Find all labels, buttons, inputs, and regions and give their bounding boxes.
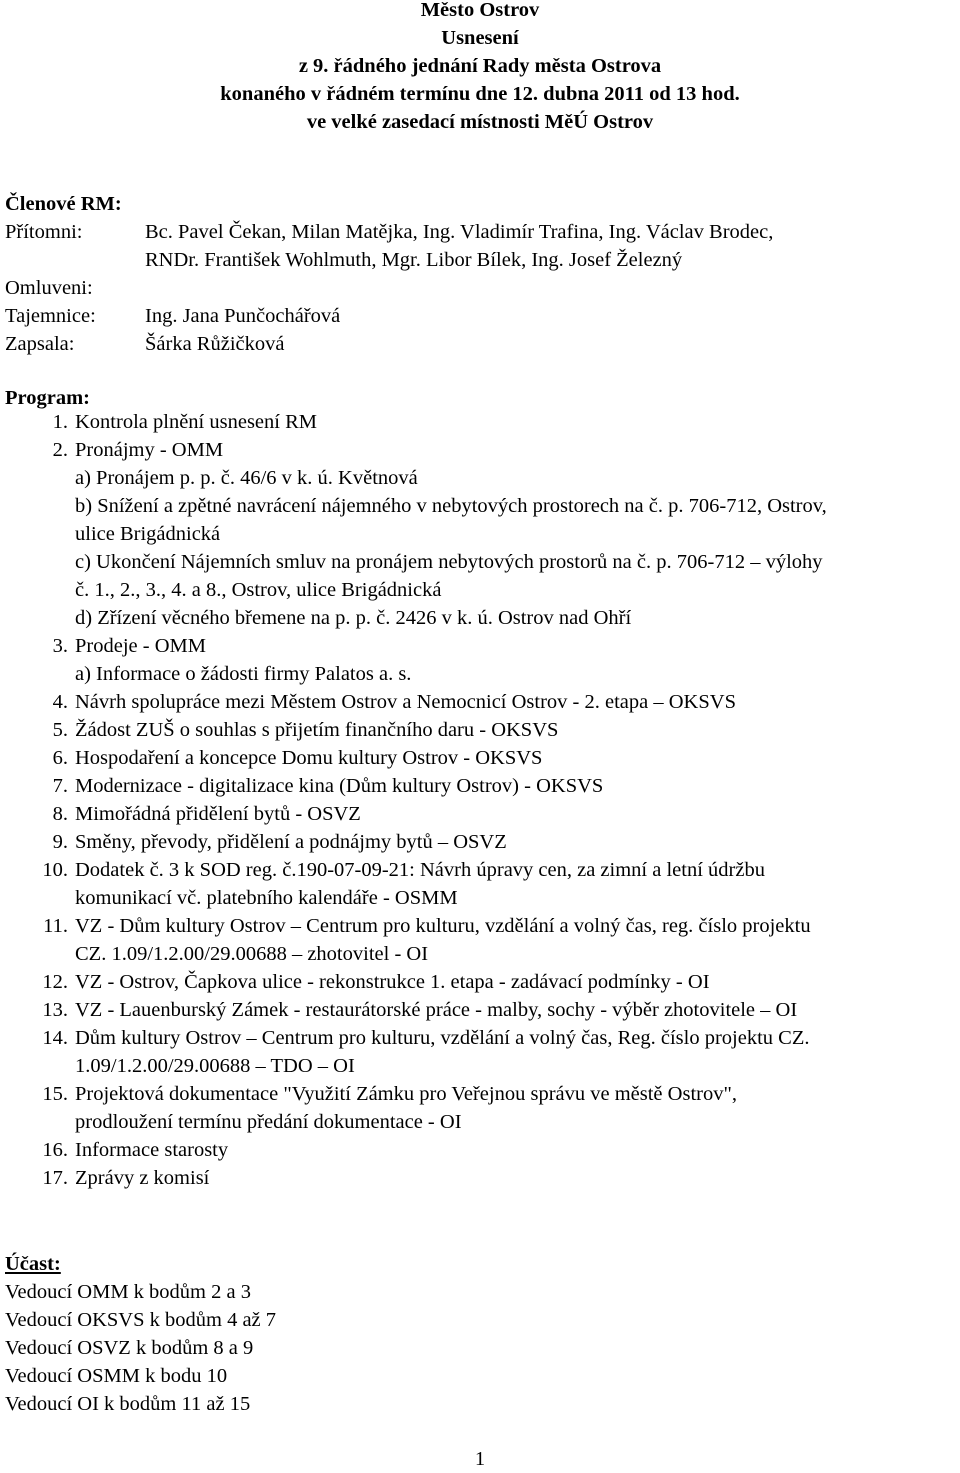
program-item-17 bbox=[0, 1164, 960, 1192]
program-item-number: 6. bbox=[52, 747, 68, 769]
program-item-number: 15. bbox=[42, 1083, 68, 1105]
program-item-number: 12. bbox=[42, 971, 68, 993]
program-item-text-cont: prodloužení termínu předání dokumentace - OI bbox=[75, 1111, 462, 1133]
participation-line: Vedoucí OMM k bodům 2 a 3 bbox=[5, 1281, 251, 1303]
program-item-16 bbox=[0, 1136, 960, 1164]
program-item-9 bbox=[0, 828, 960, 856]
program-item-number: 3. bbox=[52, 635, 68, 657]
program-item-13 bbox=[0, 996, 960, 1024]
program-item-text: Informace starosty bbox=[75, 1139, 229, 1161]
program-item-7 bbox=[0, 772, 960, 800]
program-item-1 bbox=[0, 408, 960, 436]
header-meeting: z 9. řádného jednání Rady města Ostrova bbox=[298, 55, 662, 77]
program-item-number: 8. bbox=[52, 803, 68, 825]
present-value bbox=[145, 218, 773, 274]
program-item-number: 5. bbox=[52, 719, 68, 741]
program-item-text-cont: CZ. 1.09/1.2.00/29.00688 – zhotovitel - OI bbox=[75, 943, 429, 965]
program-item-4 bbox=[0, 688, 960, 716]
program-item-11 bbox=[0, 912, 960, 968]
program-item-number: 16. bbox=[42, 1139, 68, 1161]
secretary-label: Tajemnice: bbox=[5, 305, 96, 327]
program-item-number: 17. bbox=[42, 1167, 68, 1189]
participation-heading: Účast: bbox=[5, 1253, 61, 1275]
program-item-number: 11. bbox=[43, 915, 68, 937]
program-item-10 bbox=[0, 856, 960, 912]
participation-section bbox=[5, 1250, 276, 1418]
participation-line: Vedoucí OSVZ k bodům 8 a 9 bbox=[5, 1337, 254, 1359]
program-item-text: Žádost ZUŠ o souhlas s přijetím finančního daru - OKSVS bbox=[75, 719, 559, 741]
program-item-number: 14. bbox=[42, 1027, 68, 1049]
program-item-8 bbox=[0, 800, 960, 828]
program-item-text-cont: 1.09/1.2.00/29.00688 – TDO – OI bbox=[75, 1055, 355, 1077]
program-item-number: 4. bbox=[52, 691, 68, 713]
program-subitem-a: a) Pronájem p. p. č. 46/6 v k. ú. Květnová bbox=[75, 467, 418, 489]
page-number: 1 bbox=[474, 1448, 486, 1470]
program-subitem-b-line-2: ulice Brigádnická bbox=[75, 523, 221, 545]
present-label: Přítomni: bbox=[5, 221, 83, 243]
program-item-number: 7. bbox=[52, 775, 68, 797]
document-header bbox=[0, 0, 960, 136]
program-subitem-c-line-1: c) Ukončení Nájemních smluv na pronájem nebytových prostorů na č. p. 706-712 – výlohy bbox=[75, 551, 823, 573]
header-city: Město Ostrov bbox=[420, 0, 540, 21]
program-item-text: Pronájmy - OMM bbox=[75, 439, 224, 461]
program-item-2 bbox=[0, 436, 960, 632]
program-item-number: 10. bbox=[42, 859, 68, 881]
header-title: Usnesení bbox=[441, 27, 519, 49]
program-subitem-b-line-1: b) Snížení a zpětné navrácení nájemného v nebytových prostorech na č. p. 706-712, Ostrov, bbox=[75, 495, 827, 517]
program-item-text: Dodatek č. 3 k SOD reg. č.190-07-09-21: Návrh úpravy cen, za zimní a letní údržbu bbox=[75, 859, 765, 881]
program-item-text: VZ - Dům kultury Ostrov – Centrum pro kulturu, vzdělání a volný čas, reg. číslo projektu bbox=[75, 915, 811, 937]
program-item-12 bbox=[0, 968, 960, 996]
program-item-text: Návrh spolupráce mezi Městem Ostrov a Nemocnicí Ostrov - 2. etapa – OKSVS bbox=[75, 691, 736, 713]
program-list bbox=[0, 408, 960, 1192]
participation-line: Vedoucí OI k bodům 11 až 15 bbox=[5, 1393, 251, 1415]
program-item-text: Prodeje - OMM bbox=[75, 635, 206, 657]
program-item-text: Modernizace - digitalizace kina (Dům kultury Ostrov) - OKSVS bbox=[75, 775, 604, 797]
program-item-text: Zprávy z komisí bbox=[75, 1167, 210, 1189]
participation-line: Vedoucí OKSVS k bodům 4 až 7 bbox=[5, 1309, 277, 1331]
recorder-label: Zapsala: bbox=[5, 333, 75, 355]
header-date: konaného v řádném termínu dne 12. dubna 2011 od 13 hod. bbox=[220, 83, 740, 105]
program-item-5 bbox=[0, 716, 960, 744]
present-line-2: RNDr. František Wohlmuth, Mgr. Libor Bílek, Ing. Josef Železný bbox=[145, 249, 683, 271]
program-heading: Program: bbox=[5, 387, 91, 409]
program-item-6 bbox=[0, 744, 960, 772]
program-item-number: 13. bbox=[42, 999, 68, 1021]
program-item-number: 2. bbox=[52, 439, 68, 461]
program-item-text: VZ - Ostrov, Čapkova ulice - rekonstrukce 1. etapa - zadávací podmínky - OI bbox=[75, 971, 710, 993]
program-item-text: VZ - Lauenburský Zámek - restaurátorské práce - malby, sochy - výběr zhotovitele – OI bbox=[75, 999, 798, 1021]
program-subitem-d: d) Zřízení věcného břemene na p. p. č. 2426 v k. ú. Ostrov nad Ohří bbox=[75, 607, 632, 629]
present-line-1: Bc. Pavel Čekan, Milan Matějka, Ing. Vladimír Trafina, Ing. Václav Brodec, bbox=[145, 221, 774, 243]
program-subitem-c-line-2: č. 1., 2., 3., 4. a 8., Ostrov, ulice Brigádnická bbox=[75, 579, 442, 601]
program-item-text: Projektová dokumentace "Využití Zámku pro Veřejnou správu ve městě Ostrov", bbox=[75, 1083, 737, 1105]
program-subitem-a: a) Informace o žádosti firmy Palatos a. s. bbox=[75, 663, 412, 685]
program-item-3 bbox=[0, 632, 960, 688]
participation-line: Vedoucí OSMM k bodu 10 bbox=[5, 1365, 228, 1387]
program-item-number: 9. bbox=[52, 831, 68, 853]
program-item-text: Kontrola plnění usnesení RM bbox=[75, 411, 317, 433]
program-item-text: Mimořádná přidělení bytů - OSVZ bbox=[75, 803, 361, 825]
program-item-number: 1. bbox=[52, 411, 68, 433]
program-item-text: Směny, převody, přidělení a podnájmy bytů – OSVZ bbox=[75, 831, 507, 853]
program-item-text: Dům kultury Ostrov – Centrum pro kulturu, vzdělání a volný čas, Reg. číslo projektu CZ. bbox=[75, 1027, 810, 1049]
secretary-value: Ing. Jana Punčochářová bbox=[145, 305, 341, 327]
program-item-14 bbox=[0, 1024, 960, 1080]
recorder-value: Šárka Růžičková bbox=[145, 333, 285, 355]
header-place: ve velké zasedací místnosti MěÚ Ostrov bbox=[306, 111, 654, 133]
program-item-text-cont: komunikací vč. platebního kalendáře - OSMM bbox=[75, 887, 458, 909]
program-item-text: Hospodaření a koncepce Domu kultury Ostrov - OKSVS bbox=[75, 747, 543, 769]
excused-label: Omluveni: bbox=[5, 277, 93, 299]
program-item-15 bbox=[0, 1080, 960, 1136]
members-heading: Členové RM: bbox=[5, 193, 122, 215]
